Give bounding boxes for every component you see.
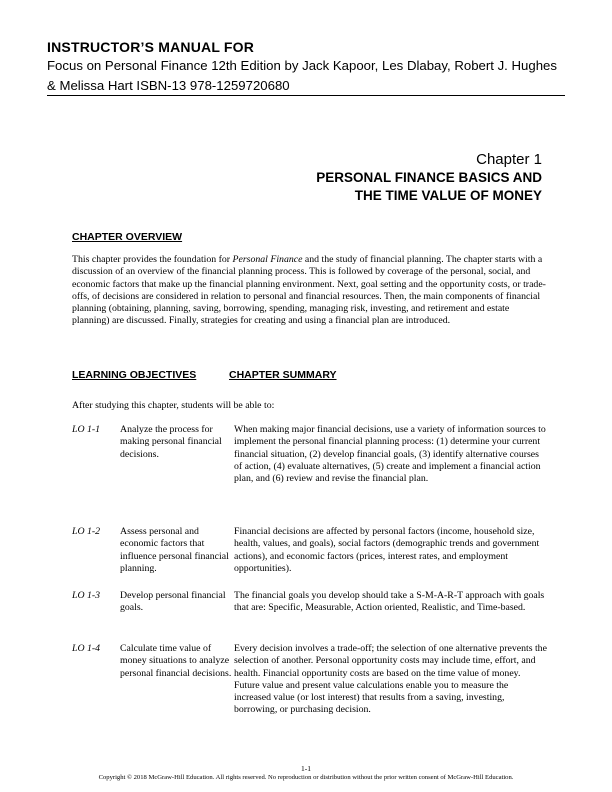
lo-code: LO 1-3 — [72, 590, 101, 601]
copyright-notice: Copyright © 2018 McGraw-Hill Education. All rights reserved. No reproduction or distribution without the prior written consent of McGraw-Hill Education. — [98, 774, 514, 781]
lo-summary: Every decision involves a trade-off; the selection of one alternative prevents the selection of another. Personal opportunity costs may include time, effort, and health. Financial opportunity costs are based on the time value of money. Future value and present value calculations enable you to measure the increased value (or lost interest) that results from a saving, investing, borrowing, or purchasing decision. — [234, 643, 547, 716]
page-number: 1-1 — [301, 764, 311, 773]
lo-code: LO 1-2 — [72, 526, 101, 537]
manual-header — [47, 38, 565, 96]
book-info-line-1: Focus on Personal Finance 12th Edition by Jack Kapoor, Les Dlabay, Robert J. Hughes — [47, 58, 557, 73]
overview-book-title: Personal Finance — [232, 254, 303, 265]
lo-description: Develop personal financial goals. — [120, 590, 226, 614]
lo-description: Analyze the process for making personal financial decisions. — [120, 424, 222, 460]
chapter-summary-heading: CHAPTER SUMMARY — [229, 369, 337, 381]
lo-code: LO 1-1 — [72, 424, 101, 435]
manual-title: INSTRUCTOR’S MANUAL FOR — [47, 39, 255, 55]
chapter-title-line-1: PERSONAL FINANCE BASICS AND — [316, 170, 542, 185]
book-info-line-2: & Melissa Hart ISBN-13 978-1259720680 — [47, 78, 290, 93]
objectives-intro: After studying this chapter, students will be able to: — [72, 400, 275, 411]
chapter-number: Chapter 1 — [476, 151, 542, 168]
chapter-heading — [316, 150, 542, 205]
chapter-overview-heading: CHAPTER OVERVIEW — [72, 231, 183, 243]
overview-text-start: This chapter provides the foundation for — [72, 254, 233, 265]
lo-code: LO 1-4 — [72, 643, 101, 654]
lo-summary: The financial goals you develop should take a S-M-A-R-T approach with goals that are: Specific, Measurable, Action oriented, Realistic, and Time-based. — [234, 590, 545, 614]
header-divider — [47, 95, 565, 96]
lo-summary: Financial decisions are affected by personal factors (income, household size, health, values, and goals), social factors (demographic trends and government actions), and economic factors (prices, interest rates, and employment opportunities). — [234, 526, 540, 574]
lo-description: Assess personal and economic factors that influence personal financial planning. — [120, 526, 229, 574]
chapter-title-line-2: THE TIME VALUE OF MONEY — [354, 188, 542, 203]
chapter-overview-text — [72, 254, 546, 328]
lo-description: Calculate time value of money situations to analyze personal financial decisions. — [120, 643, 232, 679]
lo-summary: When making major financial decisions, use a variety of information sources to implement the personal financial planning process: (1) determine your current financial situation, (2) develop financial goals, (3) identify alternative courses of action, (4) evaluate alternatives, (5) create and implement a financial action plan, and (6) review and revise the financial plan. — [234, 424, 546, 485]
overview-text-rest: and the study of financial planning. The chapter starts with a discussion of an overview of the financial planning process. This is followed by coverage of the personal, social, and economic factors that make up the financial planning environment. Next, goal setting and the opportunity costs, or trade-offs, of decisions are considered in relation to personal and financial resources. Then, the main components of financial planning (obtaining, planning, saving, borrowing, spending, managing risk, investing, and retirement and estate planning) are discussed. Finally, strategies for creating and using a financial plan are introduced. — [72, 254, 546, 327]
learning-objectives-heading: LEARNING OBJECTIVES — [72, 369, 197, 381]
